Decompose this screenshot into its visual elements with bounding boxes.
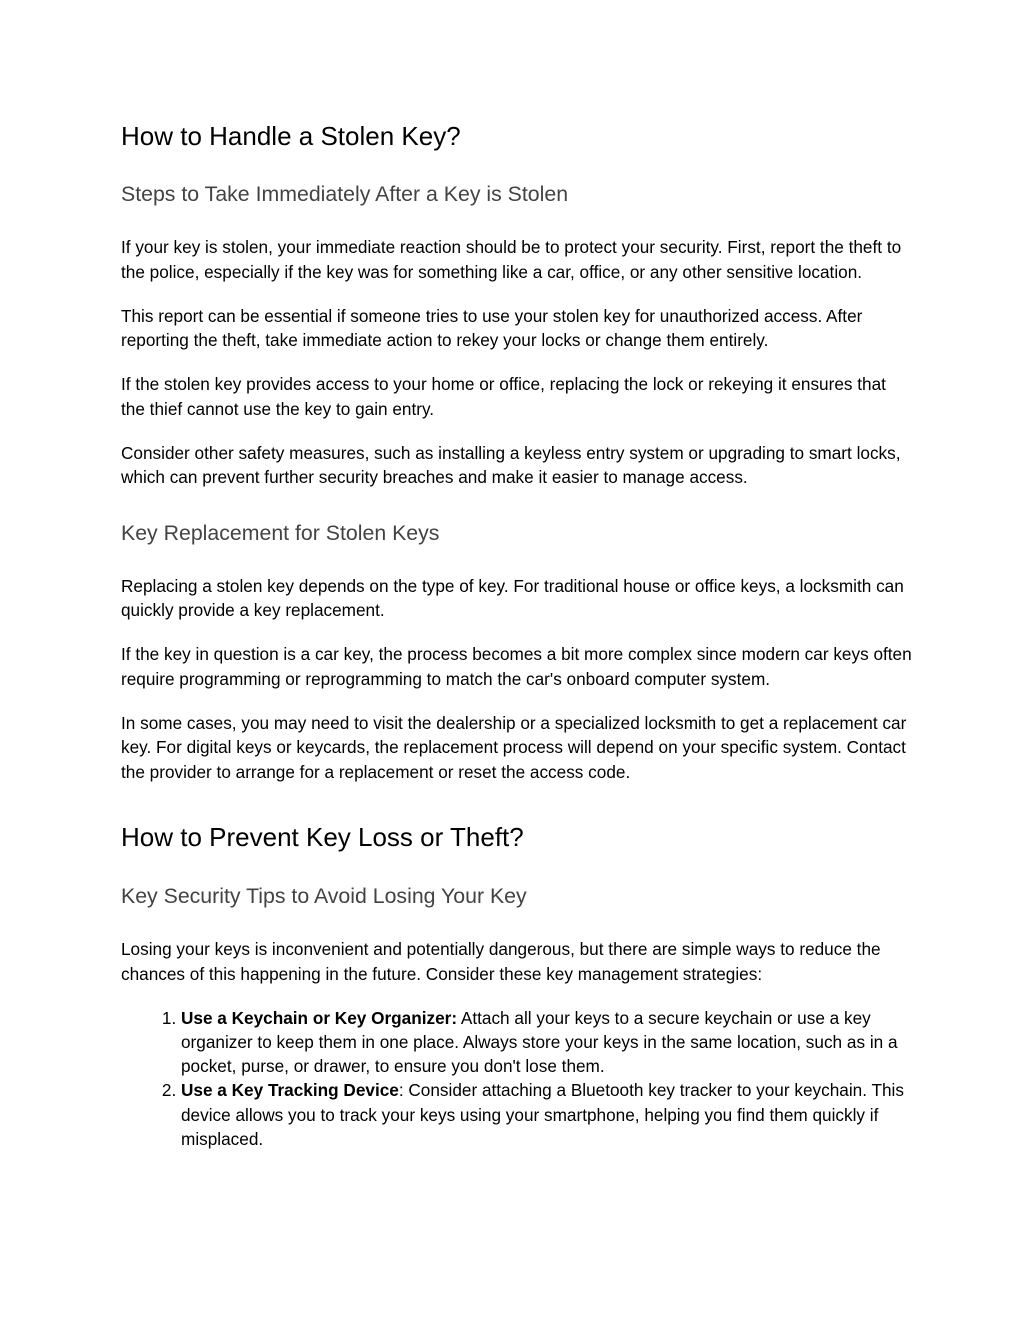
subheading-steps-immediately: Steps to Take Immediately After a Key is Stolen <box>121 182 569 206</box>
tips-list <box>121 1006 914 1152</box>
paragraph: Losing your keys is inconvenient and potentially dangerous, but there are simple ways to reduce the chances of this happening in the future. Consider these key management strategies: <box>121 939 881 984</box>
paragraph: Consider other safety measures, such as installing a keyless entry system or upgrading to smart locks, which can prevent further security breaches and make it easier to manage access. <box>121 442 901 487</box>
paragraph: This report can be essential if someone tries to use your stolen key for unauthorized access. After reporting the theft, take immediate action to rekey your locks or change them entirely. <box>121 305 863 350</box>
heading-handle-stolen-key: How to Handle a Stolen Key? <box>121 121 461 151</box>
paragraph: In some cases, you may need to visit the dealership or a specialized locksmith to get a replacement car key. For digital keys or keycards, the replacement process will depend on your specific system. Contact the provider to arrange for a replacement or reset the access code. <box>121 712 907 782</box>
paragraph: If your key is stolen, your immediate reaction should be to protect your security. First, report the theft to the police, especially if the key was for something like a car, office, or any other sensitive location. <box>121 237 902 282</box>
paragraph: If the stolen key provides access to your home or office, replacing the lock or rekeying it ensures that the thief cannot use the key to gain entry. <box>121 374 886 419</box>
list-item-title: Use a Key Tracking Device <box>181 1080 399 1101</box>
list-item <box>181 1078 914 1151</box>
subheading-key-security-tips: Key Security Tips to Avoid Losing Your Key <box>121 884 527 908</box>
list-item-text: : Consider attaching a Bluetooth key tracker to your keychain. This device allows you to track your keys using your smartphone, helping you find them quickly if misplaced. <box>181 1080 904 1149</box>
paragraph: If the key in question is a car key, the process becomes a bit more complex since modern car keys often require programming or reprogramming to match the car's onboard computer system. <box>121 644 912 689</box>
heading-prevent-key-loss: How to Prevent Key Loss or Theft? <box>121 822 524 852</box>
subheading-key-replacement: Key Replacement for Stolen Keys <box>121 520 440 545</box>
list-item-title: Use a Keychain or Key Organizer: <box>181 1007 458 1028</box>
paragraph: Replacing a stolen key depends on the type of key. For traditional house or office keys, a locksmith can quickly provide a key replacement. <box>121 575 904 620</box>
list-item <box>181 1006 914 1079</box>
list-item-text: Attach all your keys to a secure keychain or use a key organizer to keep them in one place. Always store your keys in the same location, such as in a pocket, purse, or drawer, to ensure you don't lose them. <box>181 1007 898 1077</box>
